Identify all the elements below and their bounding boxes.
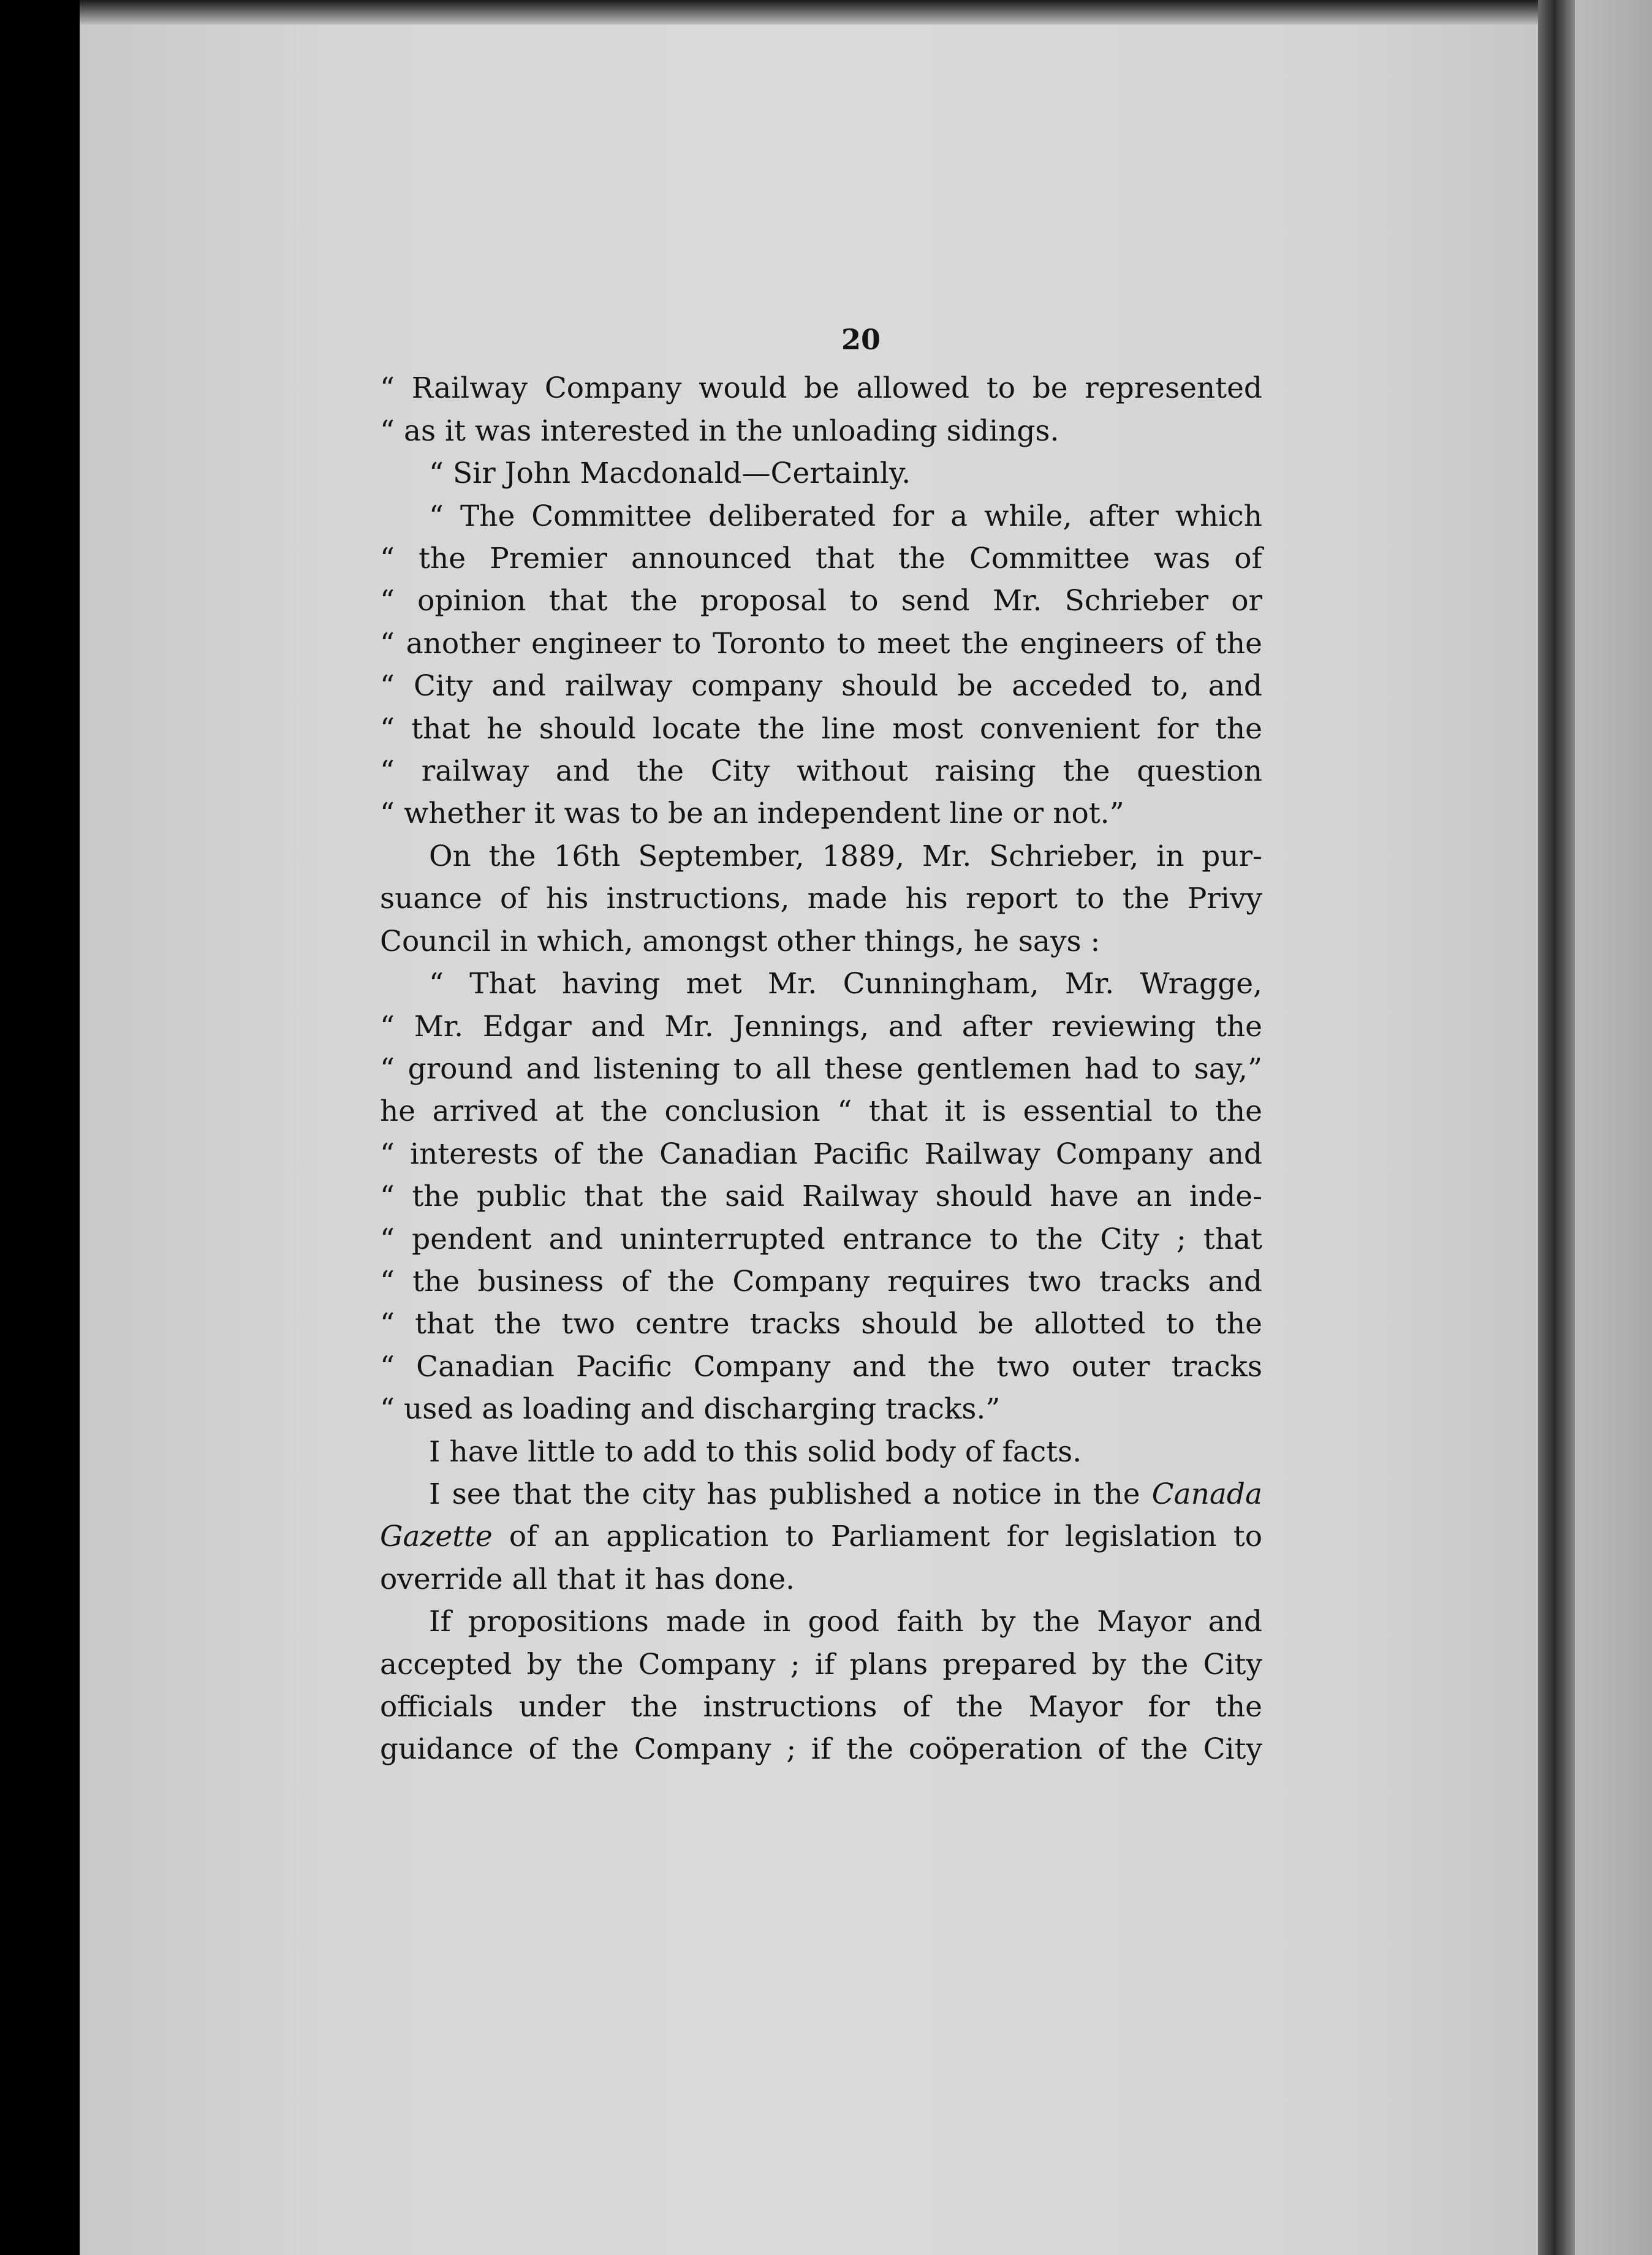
text-line: accepted by the Company ; if plans prepared by the City <box>380 1647 1262 1681</box>
text-line: “ the Premier announced that the Committee was of <box>380 542 1262 576</box>
top-shadow <box>80 0 1575 25</box>
text-line: “ interests of the Canadian Pacific Railway Company and <box>380 1137 1262 1171</box>
text-line: “ opinion that the proposal to send Mr. Schrieber or <box>380 584 1262 618</box>
text-lines <box>380 367 1262 1770</box>
text-line: “ ground and listening to all these gentlemen had to say,” <box>380 1052 1262 1086</box>
text-line: “ as it was interested in the unloading sidings. <box>380 414 1059 448</box>
text-line: “ pendent and uninterrupted entrance to the City ; that <box>380 1222 1262 1256</box>
text-line: “ whether it was to be an independent line or not.” <box>380 797 1124 831</box>
text-line: “ Railway Company would be allowed to be represented <box>380 371 1262 406</box>
text-line: “ The Committee deliberated for a while, after which <box>429 499 1262 533</box>
body-text <box>380 319 1262 1771</box>
text-line: “ railway and the City without raising the question <box>380 754 1262 789</box>
text-line: I see that the city has published a notice in the Canada <box>429 1477 1262 1511</box>
text-line: “ That having met Mr. Cunningham, Mr. Wragge, <box>429 967 1262 1001</box>
text-line: “ Canadian Pacific Company and the two outer tracks <box>380 1349 1262 1384</box>
text-line: “ used as loading and discharging tracks.” <box>380 1392 1001 1427</box>
text-line: On the 16th September, 1889, Mr. Schrieber, in pur- <box>429 839 1262 873</box>
text-line: Council in which, amongst other things, he says : <box>380 924 1101 958</box>
text-line: Gazette of an application to Parliament for legislation to <box>380 1520 1262 1554</box>
text-line: he arrived at the conclusion “ that it is essential to the <box>380 1094 1262 1129</box>
text-line: override all that it has done. <box>380 1562 795 1596</box>
text-line: guidance of the Company ; if the coöperation of the City <box>380 1732 1262 1767</box>
text-line: officials under the instructions of the Mayor for the <box>380 1690 1262 1724</box>
text-line: “ the public that the said Railway should have an inde- <box>380 1180 1262 1214</box>
text-line: If propositions made in good faith by the Mayor and <box>429 1605 1262 1639</box>
page-number: 20 <box>841 323 881 356</box>
text-line: “ that he should locate the line most convenient for the <box>380 711 1262 746</box>
text-line: “ the business of the Company requires two tracks and <box>380 1264 1262 1298</box>
text-line: “ that the two centre tracks should be allotted to the <box>380 1307 1262 1341</box>
text-line: “ City and railway company should be acceded to, and <box>380 669 1262 703</box>
text-line: “ Sir John Macdonald—Certainly. <box>429 457 911 491</box>
page-fold <box>1538 0 1575 2255</box>
text-line: “ Mr. Edgar and Mr. Jennings, and after reviewing the <box>380 1009 1262 1044</box>
text-line: “ another engineer to Toronto to meet the engineers of the <box>380 626 1262 661</box>
text-line: I have little to add to this solid body of facts. <box>429 1434 1082 1469</box>
text-line: suance of his instructions, made his report to the Privy <box>380 882 1262 916</box>
next-page-edge <box>1575 0 1652 2255</box>
